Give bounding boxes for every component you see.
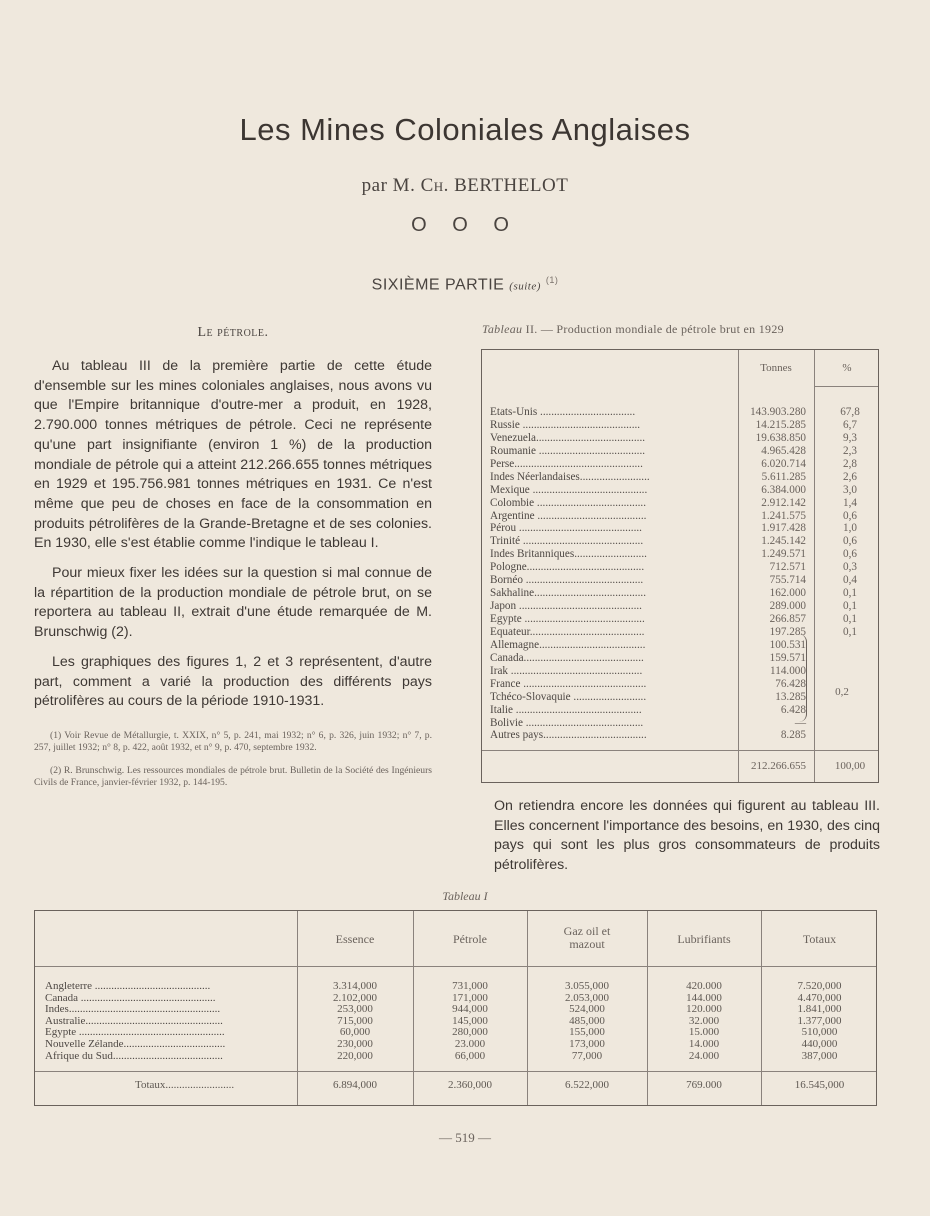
percent-cell: 9,3 <box>843 431 857 444</box>
part-heading <box>0 275 930 294</box>
value-cell: 15.000 <box>688 1026 720 1039</box>
tonnes-cell: 14.215.285 <box>755 418 806 431</box>
col-header-gaz-oil: Gaz oil et mazout <box>563 924 611 951</box>
value-cell: 230,000 <box>337 1037 373 1050</box>
tonnes-cell: 114.000 <box>770 664 806 677</box>
total-value: 6.894,000 <box>333 1079 377 1091</box>
table-row <box>490 600 878 613</box>
tonnes-cell: 755.714 <box>769 574 806 587</box>
tonnes-cell: 19.638.850 <box>755 431 806 444</box>
total-label: Totaux......................... <box>135 1079 235 1091</box>
footnote: (2) R. Brunschwig. Les ressources mondiales de pétrole brut. Bulletin de la Société des Ingénieurs Civils de France, janvier-février 1932, p. 144-195. <box>34 764 432 789</box>
country-cell: Argentine ....................................... <box>490 509 647 522</box>
footnotes <box>34 730 432 790</box>
value-cell: 420.000 <box>686 980 722 992</box>
value-cell: 1.377,000 <box>797 1014 842 1027</box>
total-tonnes: 212.266.655 <box>751 760 806 772</box>
percent-cell: 0,1 <box>843 613 857 625</box>
paragraph: Les graphiques des figures 1, 2 et 3 représentent, d'autre part, comment a varié la production des différents pays pétrolifères au cours de la période 1910-1931. <box>34 653 432 710</box>
value-cell: 3.314,000 <box>333 980 377 992</box>
value-cell: 173,000 <box>569 1037 605 1050</box>
table-row <box>490 458 878 471</box>
value-cell: 280,000 <box>452 1026 488 1039</box>
table2-divider <box>482 750 878 751</box>
value-cell: 145,000 <box>452 1014 488 1027</box>
value-cell: 144.000 <box>686 991 722 1004</box>
country-cell: Nouvelle Zélande..................................... <box>45 1038 226 1050</box>
tonnes-cell: 4.965.428 <box>761 444 806 457</box>
country-cell: Indes Néerlandaises......................... <box>490 470 650 483</box>
percent-cell: 2,6 <box>843 470 857 483</box>
table-row <box>490 613 878 626</box>
value-cell: 60,000 <box>339 1026 371 1039</box>
footnote: (1) Voir Revue de Métallurgie, t. XXIX, n° 5, p. 241, mai 1932; n° 6, p. 326, juin 1932; n° 7, p. 257, juillet 1932; n° 8, p. 422, août 1932, et n° 9, p. 470, septembre 1932. <box>34 729 432 754</box>
table2-caption <box>482 322 902 337</box>
total-value: 769.000 <box>686 1079 722 1091</box>
table-row <box>490 432 878 445</box>
value-cell: 32.000 <box>688 1014 720 1027</box>
country-cell: Pérou ............................................ <box>490 522 642 535</box>
value-cell: 14.000 <box>688 1037 720 1050</box>
value-cell: 24.000 <box>688 1049 720 1062</box>
table1-rows <box>35 981 876 1062</box>
table-row <box>490 510 878 523</box>
table-row <box>490 419 878 432</box>
table-row <box>490 717 878 730</box>
country-cell: Sakhaline........................................ <box>490 587 646 600</box>
table-row <box>490 729 878 742</box>
table-row <box>490 652 878 665</box>
table2-divider <box>814 386 878 387</box>
tonnes-cell: 76.428 <box>775 677 806 690</box>
country-cell: Mexique ......................................... <box>490 483 648 496</box>
country-cell: Egypte ........................................... <box>490 613 645 625</box>
tonnes-cell: 6.020.714 <box>761 457 806 470</box>
country-cell: Canada........................................... <box>490 651 644 664</box>
table1-divider <box>35 966 876 967</box>
percent-cell: 0,6 <box>843 548 857 561</box>
total-value: 16.545,000 <box>794 1079 845 1091</box>
percent-cell: 2,3 <box>843 444 857 457</box>
section-heading: Le pétrole. <box>197 325 269 340</box>
paragraph: Au tableau III de la première partie de cette étude d'ensemble sur les mines coloniales anglaises, nous avons vu que l'Empire britannique d'outre-mer a produit, en 1928, 2.790.000 tonnes métriques de pétrole. Ceci ne représente qu'une part insignifiante (environ 1 %) de la production mondiale de pétrole qui a atteint 212.266.655 tonnes métriques en 1929 et 195.756.981 tonnes métriques en 1931. Ce n'est même que peu de choses en face de la consommation en produits pétrolifères de la Grande-Bretagne et de ses colonies. En 1930, elle s'est établie comme l'indique le tableau I. <box>34 358 432 552</box>
table1-caption: Tableau I <box>442 889 488 903</box>
table-row <box>490 471 878 484</box>
country-cell: Angleterre .......................................... <box>45 981 211 992</box>
table1 <box>34 910 877 1106</box>
tonnes-cell: 143.903.280 <box>750 406 806 418</box>
table-row <box>490 574 878 587</box>
paragraph: On retiendra encore les données qui figurent au tableau III. Elles concernent l'importance des besoins, en 1930, des cinq pays qui sont les plus gros consommateurs de produits pétrolifères. <box>494 798 880 874</box>
value-cell: 944,000 <box>452 1003 488 1016</box>
country-cell: Egypte ..................................................... <box>45 1027 225 1039</box>
table-row <box>490 665 878 678</box>
value-cell: 171,000 <box>452 991 488 1004</box>
country-cell: Canada ................................................. <box>45 992 216 1004</box>
tonnes-cell: 6.428 <box>780 703 806 716</box>
value-cell: 387,000 <box>801 1049 838 1062</box>
value-cell: 731,000 <box>452 980 488 992</box>
tonnes-cell: 1.241.575 <box>761 509 806 522</box>
tonnes-cell: 1.917.428 <box>761 522 806 535</box>
percent-cell: 1,0 <box>843 522 857 535</box>
grouped-percent: 0,2 <box>835 686 849 698</box>
value-cell: 155,000 <box>569 1026 605 1039</box>
table-row <box>490 484 878 497</box>
part-footnote-ref: (1) <box>545 275 559 285</box>
tonnes-cell: 100.531 <box>769 638 806 651</box>
value-cell: 1.841,000 <box>797 1003 842 1016</box>
percent-cell: 0,1 <box>843 600 857 613</box>
country-cell: Roumanie ...................................... <box>490 444 646 457</box>
tonnes-cell: 162.000 <box>769 587 806 600</box>
article-title: Les Mines Coloniales Anglaises <box>239 112 691 147</box>
table-row <box>490 587 878 600</box>
tonnes-cell: — <box>794 716 806 729</box>
table-row <box>490 704 878 717</box>
table-row <box>490 561 878 574</box>
percent-cell: 0,3 <box>843 561 857 574</box>
col-header-lubrifiants: Lubrifiants <box>677 932 731 946</box>
total-value: 2.360,000 <box>448 1079 492 1091</box>
country-cell: Trinité ........................................... <box>490 535 644 548</box>
value-cell: 524,000 <box>569 1003 605 1016</box>
tonnes-cell: 5.611.285 <box>761 470 806 483</box>
country-cell: Bornéo .......................................... <box>490 574 644 587</box>
value-cell: 23.000 <box>454 1037 486 1050</box>
country-cell: Indes Britanniques.......................... <box>490 548 647 561</box>
country-cell: Tchéco-Slovaquie .......................... <box>490 690 647 703</box>
tonnes-cell: 712.571 <box>769 561 806 574</box>
page-number: — 519 — <box>439 1130 491 1145</box>
country-cell: Perse.............................................. <box>490 457 643 470</box>
percent-cell: 0,1 <box>843 625 857 638</box>
byline <box>0 175 930 197</box>
country-cell: Australie.................................................. <box>45 1015 223 1027</box>
table-row <box>35 1051 876 1063</box>
percent-cell: 0,4 <box>843 574 857 587</box>
country-cell: Equateur......................................... <box>490 625 645 638</box>
tonnes-cell: 13.285 <box>775 690 806 703</box>
country-cell: France ............................................ <box>490 677 647 690</box>
country-cell: Pologne.......................................... <box>490 561 645 574</box>
country-cell: Irak ............................................... <box>490 664 643 677</box>
part-title: SIXIÈME PARTIE <box>371 276 505 294</box>
value-cell: 253,000 <box>337 1003 373 1016</box>
byline-prefix: par M. <box>361 175 421 196</box>
value-cell: 2.053,000 <box>565 991 609 1004</box>
value-cell: 2.102,000 <box>333 991 377 1004</box>
tonnes-cell: 8.285 <box>780 729 806 742</box>
col-header-percent: % <box>842 362 852 374</box>
tonnes-cell: 159.571 <box>769 651 806 664</box>
left-column <box>34 325 432 800</box>
value-cell: 4.470,000 <box>797 991 842 1004</box>
grouping-brace <box>798 634 807 722</box>
table1-divider <box>35 1071 876 1072</box>
tonnes-cell: 2.912.142 <box>761 496 806 509</box>
total-value: 6.522,000 <box>565 1079 609 1091</box>
country-cell: Venezuela....................................... <box>490 431 646 444</box>
table2 <box>481 349 879 783</box>
table2-caption-text: II. — Production mondiale de pétrole brut en 1929 <box>522 322 784 336</box>
tonnes-cell: 289.000 <box>769 600 806 613</box>
col-header-tonnes: Tonnes <box>760 362 792 374</box>
country-cell: Colombie ....................................... <box>490 496 647 509</box>
table-row <box>490 535 878 548</box>
col-header-essence: Essence <box>335 932 375 946</box>
table-row <box>490 406 878 419</box>
tonnes-cell: 6.384.000 <box>761 483 806 496</box>
country-cell: Indes....................................................... <box>45 1004 221 1016</box>
table-row <box>490 522 878 535</box>
table-row <box>490 445 878 458</box>
value-cell: 7.520,000 <box>797 980 842 992</box>
table-row <box>490 548 878 561</box>
percent-cell: 3,0 <box>843 483 857 496</box>
table-row <box>35 981 876 993</box>
table2-caption-label: Tableau <box>482 322 523 336</box>
value-cell: 485,000 <box>569 1014 605 1027</box>
country-cell: Italie ............................................. <box>490 703 642 716</box>
value-cell: 120.000 <box>686 1003 722 1016</box>
country-cell: Japon ............................................ <box>490 600 642 613</box>
table-row <box>490 626 878 639</box>
part-suite: (suite) <box>509 280 541 293</box>
percent-cell: 1,4 <box>843 496 857 509</box>
table-row <box>490 639 878 652</box>
country-cell: Allemagne...................................... <box>490 638 646 651</box>
percent-cell: 67,8 <box>840 406 860 418</box>
country-cell: Bolivie .......................................... <box>490 716 644 729</box>
country-cell: Russie .......................................... <box>490 418 641 431</box>
paragraph: Pour mieux fixer les idées sur la question si mal connue de la répartition de la production mondiale de pétrole brut, on se reportera au tableau II, extrait d'une étude remarquée de M. Brunschwig (2). <box>34 565 432 641</box>
percent-cell: 6,7 <box>843 418 857 431</box>
total-percent: 100,00 <box>834 760 866 772</box>
value-cell: 3.055,000 <box>565 980 609 992</box>
table-row <box>490 497 878 510</box>
author-name: Ch. BERTHELOT <box>420 175 569 196</box>
tonnes-cell: 197.285 <box>769 625 806 638</box>
ornament: O O O <box>411 214 519 236</box>
tonnes-cell: 1.245.142 <box>761 535 806 548</box>
tonnes-cell: 266.857 <box>769 613 806 625</box>
percent-cell: 0,1 <box>843 587 857 600</box>
value-cell: 510,000 <box>801 1026 838 1039</box>
value-cell: 220,000 <box>337 1049 373 1062</box>
percent-cell: 0,6 <box>843 509 857 522</box>
tonnes-cell: 1.249.571 <box>761 548 806 561</box>
percent-cell: 2,8 <box>843 457 857 470</box>
table-row <box>35 1039 876 1051</box>
country-cell: Autres pays..................................... <box>490 729 647 742</box>
value-cell: 77,000 <box>571 1049 603 1062</box>
percent-cell: 0,6 <box>843 535 857 548</box>
col-header-petrole: Pétrole <box>453 932 487 946</box>
value-cell: 715,000 <box>337 1014 373 1027</box>
col-header-totaux: Totaux <box>802 932 837 946</box>
value-cell: 66,000 <box>454 1049 486 1062</box>
country-cell: Etats-Unis .................................. <box>490 406 636 418</box>
value-cell: 440,000 <box>801 1037 838 1050</box>
country-cell: Afrique du Sud........................................ <box>45 1050 223 1062</box>
